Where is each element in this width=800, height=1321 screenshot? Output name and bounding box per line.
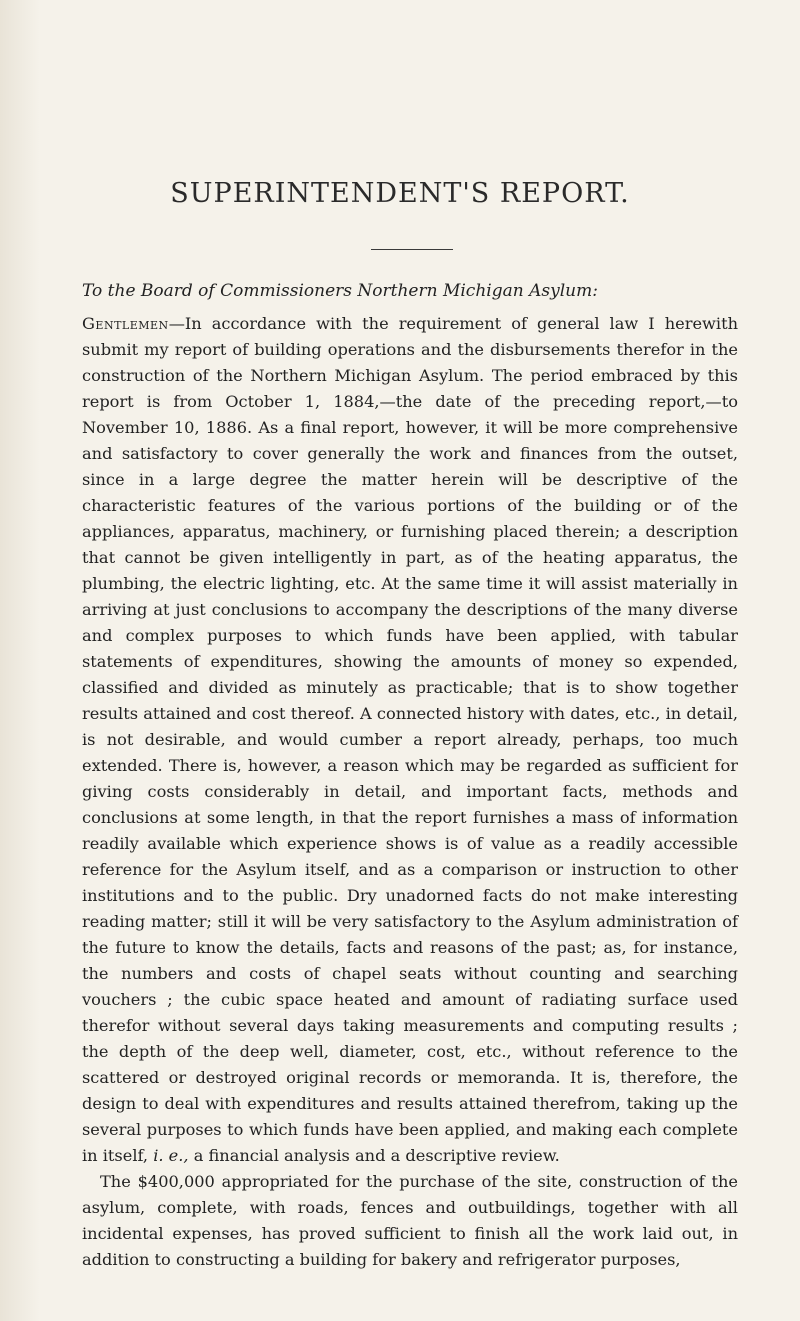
paragraph: [82, 311, 738, 1169]
paragraph-text-end: a financial analysis and a descriptive review.: [188, 1146, 560, 1165]
page-title: SUPERINTENDENT'S REPORT.: [170, 178, 630, 209]
paragraph: The $400,000 appropriated for the purchase of the site, construction of the asylum, complete, with roads, fences and outbuildings, together with all incidental expenses, has proved sufficient to finish all the work laid out, in addition to constructing a building for bakery and refrigerator purposes,: [82, 1172, 738, 1269]
report-body: [82, 311, 738, 1273]
title-divider: [371, 249, 453, 250]
abbreviation: i. e.,: [153, 1146, 189, 1165]
paragraph-text: —In accordance with the requirement of general law I herewith submit my report of building operations and the disbursements therefor in the construction of the Northern Michigan Asylum. The period embraced by this report is from October 1, 1884,—the date of the preceding report,—to November 10, 1886. As a final report, however, it will be more comprehensive and satisfactory to cover generally the work and finances from the outset, since in a large degree the matter herein will be descriptive of the characteristic features of the various portions of the building or of the appliances, apparatus, machinery, or furnishing placed therein; a description that cannot be given intelligently in part, as of the heating apparatus, the plumbing, the electric lighting, etc. At the same time it will assist materially in arriving at just conclusions to accompany the descriptions of the many diverse and complex purposes to which funds have been applied, with tabular statements of expenditures, showing the amounts of money so expended, classified and divided as minutely as practicable; that is to show together results attained and cost thereof. A connected history with dates, etc., in detail, is not desirable, and would cumber a report already, perhaps, too much extended. There is, however, a reason which may be regarded as sufficient for giving costs considerably in detail, and important facts, methods and conclusions at some length, in that the report furnishes a mass of information readily available which experience shows is of value as a readily accessible reference for the Asylum itself, and as a comparison or instruction to other institutions and to the public. Dry unadorned facts do not make interesting reading matter; still it will be very satisfactory to the Asylum administration of the future to know the details, facts and reasons of the past; as, for instance, the numbers and costs of chapel seats without counting and searching vouchers ; the cubic space heated and amount of radiating surface used therefor without several days taking measurements and computing results ; the depth of the deep well, diameter, cost, etc., without reference to the scattered or destroyed original records or memoranda. It is, therefore, the design to deal with expenditures and results attained therefrom, taking up the several purposes to which funds have been applied, and making each complete in itself,: [82, 314, 738, 1165]
salutation: To the Board of Commissioners Northern Michigan Asylum:: [82, 281, 598, 301]
greeting: Gentlemen: [82, 314, 169, 333]
